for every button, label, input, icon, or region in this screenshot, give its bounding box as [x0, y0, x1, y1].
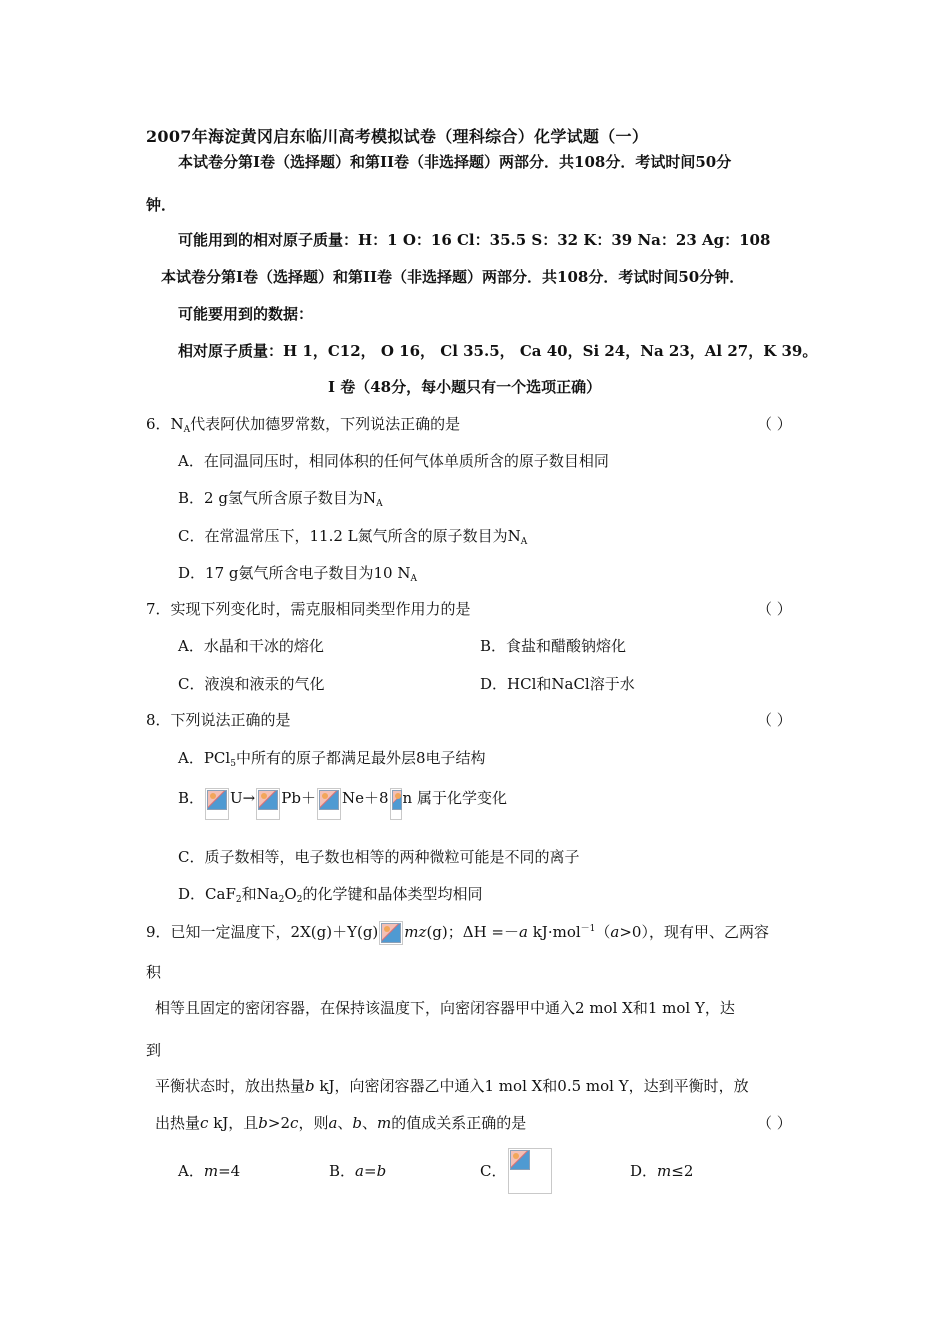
subscript: A — [410, 574, 417, 584]
stem-text: 、 — [362, 1114, 378, 1132]
option-9b — [329, 1161, 386, 1181]
stem-text: >0），现有甲、乙两容 — [619, 923, 769, 941]
option-8b — [178, 788, 507, 820]
italic-var: mz — [404, 923, 427, 941]
option-9c — [480, 1161, 506, 1181]
option-text: O — [284, 885, 297, 903]
option-7c: C．液溴和液汞的气化 — [178, 675, 325, 693]
option-6d — [178, 563, 417, 589]
broken-image-icon — [256, 788, 280, 820]
option-text: = — [363, 1162, 377, 1180]
italic-var: a — [355, 1162, 364, 1180]
italic-var: c — [290, 1114, 299, 1132]
subscript: A — [376, 499, 383, 509]
question-9-line-6 — [155, 1113, 526, 1133]
option-6c — [178, 526, 527, 552]
italic-var: a — [519, 923, 528, 941]
option-text: 属于化学变化 — [416, 789, 507, 807]
stem-text: 出热量 — [155, 1114, 201, 1132]
italic-var: a — [610, 923, 620, 941]
stem-text: kJ，向密闭容器乙中通入1 mol X和0.5 mol Y，达到平衡时，放 — [314, 1077, 749, 1095]
option-text: 的化学键和晶体类型均相同 — [302, 885, 483, 903]
stem-text: kJ，且 — [208, 1114, 259, 1132]
question-9-line-1 — [146, 919, 769, 945]
broken-image-icon — [390, 788, 402, 820]
answer-blank: （ ） — [757, 415, 792, 433]
superscript: －1 — [580, 924, 596, 934]
italic-var: m — [377, 1114, 392, 1132]
stem-text: 、 — [337, 1114, 353, 1132]
broken-image-icon — [379, 921, 403, 945]
data-heading: 可能要用到的数据： — [178, 305, 314, 323]
subscript: A — [520, 537, 528, 547]
option-7b: B．食盐和醋酸钠熔化 — [480, 637, 627, 655]
subscript: 2 — [235, 895, 242, 905]
option-text: =4 — [218, 1162, 241, 1180]
section-heading: Ⅰ 卷（48分，每小题只有一个选项正确） — [328, 378, 602, 396]
broken-image-icon — [205, 788, 229, 820]
option-text: C．在常温常压下，11.2 L氮气所含的原子数目为N — [178, 527, 521, 545]
option-7d: D．HCl和NaCl溶于水 — [480, 675, 635, 693]
stem-text: >2 — [267, 1114, 291, 1132]
italic-var: b — [258, 1114, 268, 1132]
subscript: 2 — [296, 895, 303, 905]
subscript: 2 — [278, 895, 285, 905]
question-6-stem — [146, 414, 460, 440]
option-9a — [178, 1161, 240, 1181]
option-8c: C．质子数相等，电子数也相等的两种微粒可能是不同的离子 — [178, 848, 580, 866]
italic-var: b — [305, 1077, 315, 1095]
italic-var: b — [376, 1162, 387, 1180]
answer-blank: （ ） — [757, 1114, 792, 1132]
option-text: ≤2 — [671, 1162, 694, 1180]
stem-text: （ — [595, 923, 611, 941]
stem-text: ，则 — [298, 1114, 329, 1132]
subscript: A — [183, 425, 191, 435]
option-9c-image — [507, 1148, 553, 1194]
option-9d — [630, 1161, 693, 1181]
stem-text: kJ·mol — [527, 923, 581, 941]
subscript: 5 — [230, 759, 236, 769]
italic-var: m — [657, 1162, 672, 1180]
formula-text: Pb＋ — [281, 789, 316, 807]
stem-text: 的值成关系正确的是 — [391, 1114, 527, 1132]
option-text: A．PCl — [178, 749, 231, 767]
question-9-line-5 — [155, 1076, 749, 1096]
option-8d — [178, 884, 482, 910]
intro-line-1-wrap: 钟． — [146, 196, 177, 214]
formula-text: n — [402, 789, 413, 807]
intro-line-2: 本试卷分第Ⅰ卷（选择题）和第II卷（非选择题）两部分．共108分．考试时间50分钟． — [161, 268, 745, 286]
option-label: A． — [178, 1162, 204, 1180]
option-label: B． — [329, 1162, 356, 1180]
question-9-line-4: 到 — [146, 1041, 162, 1059]
broken-image-icon — [317, 788, 341, 820]
stem-text: 平衡状态时，放出热量 — [155, 1077, 306, 1095]
question-number: 6． — [146, 415, 171, 433]
stem-text: (g)；ΔH =－ — [426, 923, 519, 941]
option-text: 和Na — [241, 885, 279, 903]
option-7a: A．水晶和干冰的熔化 — [178, 637, 324, 655]
stem-text: 9．已知一定温度下，2X(g)＋Y(g) — [146, 923, 379, 941]
italic-var: a — [328, 1114, 338, 1132]
atomic-masses-1: 可能用到的相对原子质量：H：1 O：16 Cl：35.5 S：32 K：39 Na：23 Ag：108 — [178, 231, 771, 249]
option-6b — [178, 488, 383, 514]
answer-blank: （ ） — [757, 600, 792, 618]
option-text: B．2 g氢气所含原子数目为N — [178, 489, 377, 507]
option-text: 中所有的原子都满足最外层8电子结构 — [235, 749, 486, 767]
option-8a — [178, 748, 485, 774]
option-label: C． — [480, 1162, 507, 1180]
atomic-masses-2: 相对原子质量：H 1，C12， O 16， Cl 35.5， Ca 40，Si 24，Na 23，Al 27，K 39。 — [178, 342, 818, 360]
option-text: D．17 g氨气所含电子数目为10 N — [178, 564, 411, 582]
intro-line-1: 本试卷分第Ⅰ卷（选择题）和第II卷（非选择题）两部分．共108分．考试时间50分 — [178, 153, 732, 171]
avogadro-symbol: N — [170, 415, 184, 433]
option-text: D．CaF — [178, 885, 236, 903]
broken-image-icon — [508, 1148, 552, 1194]
answer-blank: （ ） — [757, 711, 792, 729]
page-title: 2007年海淀黄冈启东临川高考模拟试卷（理科综合）化学试题（一） — [146, 127, 649, 146]
question-9-line-2: 积 — [146, 963, 162, 981]
italic-var: m — [203, 1162, 219, 1180]
italic-var: c — [200, 1114, 209, 1132]
option-6a: A．在同温同压时，相同体积的任何气体单质所含的原子数目相同 — [178, 452, 609, 470]
stem-text: 代表阿伏加德罗常数，下列说法正确的是 — [190, 415, 461, 433]
option-label: D． — [630, 1162, 658, 1180]
question-7-stem: 7．实现下列变化时，需克服相同类型作用力的是 — [146, 600, 471, 618]
question-8-stem: 8．下列说法正确的是 — [146, 711, 291, 729]
question-9-line-3: 相等且固定的密闭容器，在保持该温度下，向密闭容器甲中通入2 mol X和1 mol Y，达 — [155, 999, 735, 1017]
formula-text: Ne＋8 — [341, 789, 389, 807]
option-label: B． — [178, 789, 205, 807]
formula-text: U→ — [230, 789, 256, 807]
italic-var: b — [352, 1114, 363, 1132]
